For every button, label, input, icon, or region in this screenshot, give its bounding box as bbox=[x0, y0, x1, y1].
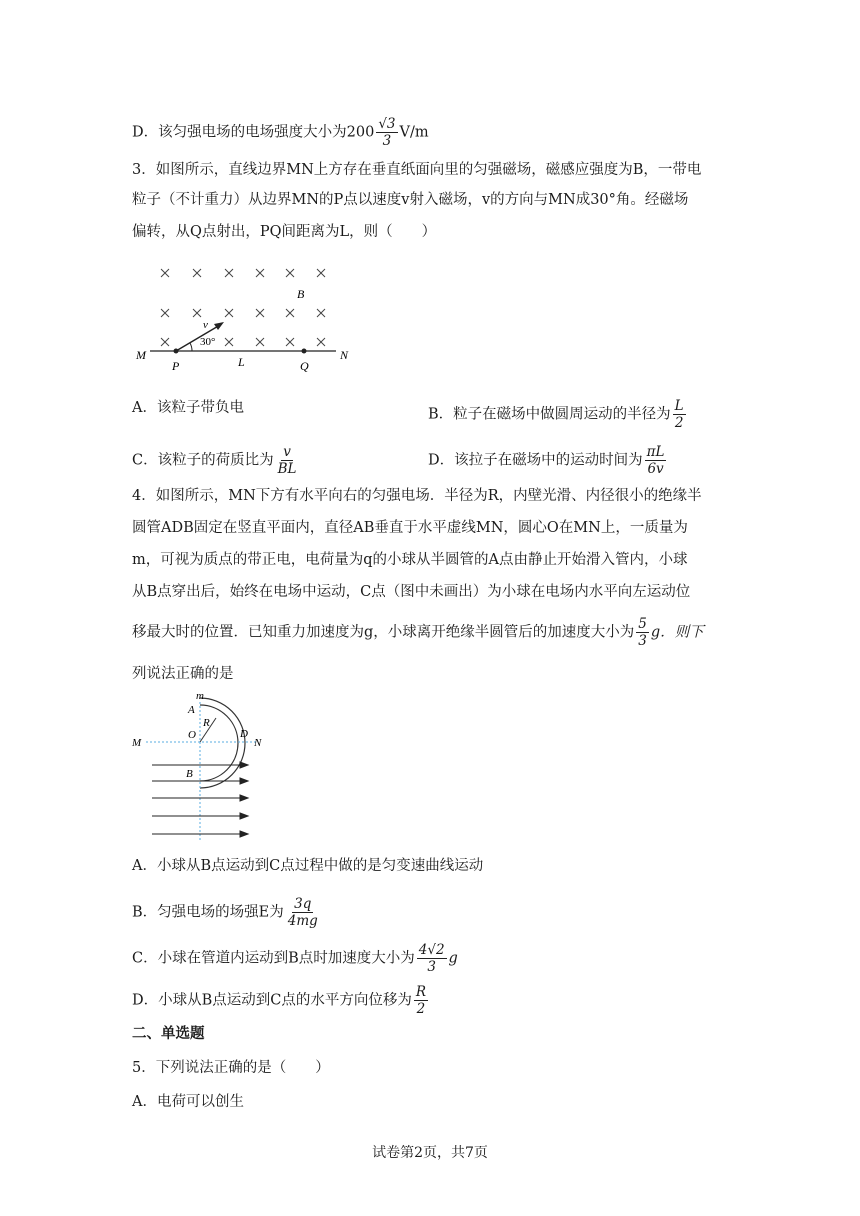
q4-option-b-prefix: B．匀强电场的场强E为 bbox=[132, 904, 284, 921]
q4-option-b-num: 3q bbox=[294, 896, 312, 912]
label-m-point: M bbox=[132, 737, 142, 749]
q5-stem: 5．下列说法正确的是（ ） bbox=[132, 1060, 330, 1076]
q4-option-d-num: R bbox=[415, 984, 427, 1000]
q3-option-c-num: v bbox=[283, 444, 291, 460]
q2-option-d-prefix: D．该匀强电场的电场强度大小为200 bbox=[132, 124, 375, 141]
label-n: N bbox=[254, 737, 262, 749]
page-footer: 试卷第2页，共7页 bbox=[372, 1145, 488, 1161]
q2-option-d-den: 3 bbox=[382, 133, 392, 149]
label-n: N bbox=[340, 348, 349, 362]
q2-option-d-num: √3 bbox=[378, 116, 396, 132]
label-b: B bbox=[186, 768, 193, 780]
label-m: M bbox=[136, 348, 146, 362]
label-r: R bbox=[203, 717, 210, 729]
q3-option-c-fraction bbox=[276, 444, 299, 477]
angle-arc bbox=[190, 343, 192, 351]
label-m-mass: m bbox=[196, 690, 204, 702]
q4-stem-line6: 列说法正确的是 bbox=[132, 666, 234, 682]
q3-option-c-prefix: C．该粒子的荷质比为 bbox=[132, 452, 274, 469]
point-q-dot bbox=[302, 349, 307, 354]
label-q: Q bbox=[300, 359, 309, 373]
q3-option-c bbox=[132, 444, 300, 477]
q4-stem-line2: 圆管ADB固定在竖直平面内，直径AB垂直于水平虚线MN，圆心O在MN上，一质量为 bbox=[132, 520, 688, 536]
q4-option-d bbox=[132, 984, 430, 1017]
q3-stem-line1: 3．如图所示，直线边界MN上方存在垂直纸面向里的匀强磁场，磁感应强度为B，一带电 bbox=[132, 162, 702, 178]
q4-option-a: A．小球从B点运动到C点过程中做的是匀变速曲线运动 bbox=[132, 858, 484, 874]
velocity-arrowhead bbox=[214, 322, 224, 330]
q3-option-c-den: BL bbox=[277, 461, 297, 477]
q4-option-b-den: 4mg bbox=[287, 913, 318, 929]
q4-option-c bbox=[132, 942, 458, 975]
q4-option-c-suffix: g bbox=[448, 950, 458, 967]
q3-option-b-fraction bbox=[673, 398, 686, 431]
q4-line5-prefix: 移最大时的位置．已知重力加速度为g，小球离开绝缘半圆管后的加速度大小为 bbox=[132, 624, 635, 641]
q3-magnetic-field-figure bbox=[132, 258, 362, 378]
q3-option-a: A．该粒子带负电 bbox=[132, 400, 244, 416]
q3-option-d-fraction bbox=[645, 444, 667, 477]
label-v: v bbox=[203, 319, 208, 331]
q3-option-b-num: L bbox=[674, 398, 684, 414]
q3-option-b-den: 2 bbox=[674, 415, 684, 431]
label-a: A bbox=[188, 704, 195, 716]
label-angle: 30° bbox=[200, 336, 216, 348]
q4-option-c-fraction bbox=[417, 942, 447, 975]
q4-stem-line4: 从B点穿出后，始终在电场中运动，C点（图中未画出）为小球在电场内水平向左运动位 bbox=[132, 584, 691, 600]
q4-line5-fraction bbox=[636, 616, 649, 649]
label-p: P bbox=[172, 359, 180, 373]
q4-option-c-prefix: C．小球在管道内运动到B点时加速度大小为 bbox=[132, 950, 415, 967]
q2-option-d bbox=[132, 116, 429, 149]
q4-semicircle-tube-figure bbox=[128, 690, 278, 845]
section-heading-single-choice: 二、单选题 bbox=[132, 1025, 205, 1042]
q4-option-d-prefix: D．小球从B点运动到C点的水平方向位移为 bbox=[132, 992, 412, 1009]
q4-line5-suffix: g．则下 bbox=[650, 624, 704, 641]
q3-option-d-num: πL bbox=[646, 444, 665, 460]
q4-stem-line5 bbox=[132, 616, 704, 649]
label-b: B bbox=[297, 287, 305, 301]
q3-option-b bbox=[428, 398, 688, 431]
q4-option-b bbox=[132, 896, 322, 929]
q3-stem-line3: 偏转，从Q点射出，PQ间距离为L，则（ ） bbox=[132, 224, 437, 240]
q4-line5-den: 3 bbox=[638, 633, 647, 649]
q4-line5-num: 5 bbox=[638, 616, 647, 632]
q4-option-c-den: 3 bbox=[427, 959, 436, 975]
field-cross-marks bbox=[161, 269, 325, 346]
q3-stem-line2: 粒子（不计重力）从边界MN的P点以速度v射入磁场，v的方向与MN成30°角。经磁场 bbox=[132, 192, 689, 208]
label-d: D bbox=[240, 728, 248, 740]
q4-option-b-fraction bbox=[286, 896, 320, 929]
q4-option-c-num: 4√2 bbox=[418, 942, 445, 958]
q3-option-d-prefix: D．该拉子在磁场中的运动时间为 bbox=[428, 452, 643, 469]
q2-option-d-fraction bbox=[376, 116, 397, 149]
q2-option-d-unit: V/m bbox=[399, 124, 429, 141]
q4-option-d-den: 2 bbox=[416, 1001, 426, 1017]
q4-stem-line3: m，可视为质点的带正电，电荷量为q的小球从半圆管的A点由静止开始滑入管内，小球 bbox=[132, 552, 688, 568]
q5-option-a: A．电荷可以创生 bbox=[132, 1094, 244, 1110]
q3-option-d-den: 6v bbox=[647, 461, 664, 477]
q4-option-d-fraction bbox=[414, 984, 428, 1017]
q3-option-b-prefix: B．粒子在磁场中做圆周运动的半径为 bbox=[428, 406, 671, 423]
point-p-dot bbox=[174, 349, 179, 354]
label-o: O bbox=[188, 729, 196, 741]
q3-option-d bbox=[428, 444, 668, 477]
label-l: L bbox=[238, 355, 245, 369]
q4-stem-line1: 4．如图所示，MN下方有水平向右的匀强电场．半径为R，内壁光滑、内径很小的绝缘半 bbox=[132, 488, 702, 504]
